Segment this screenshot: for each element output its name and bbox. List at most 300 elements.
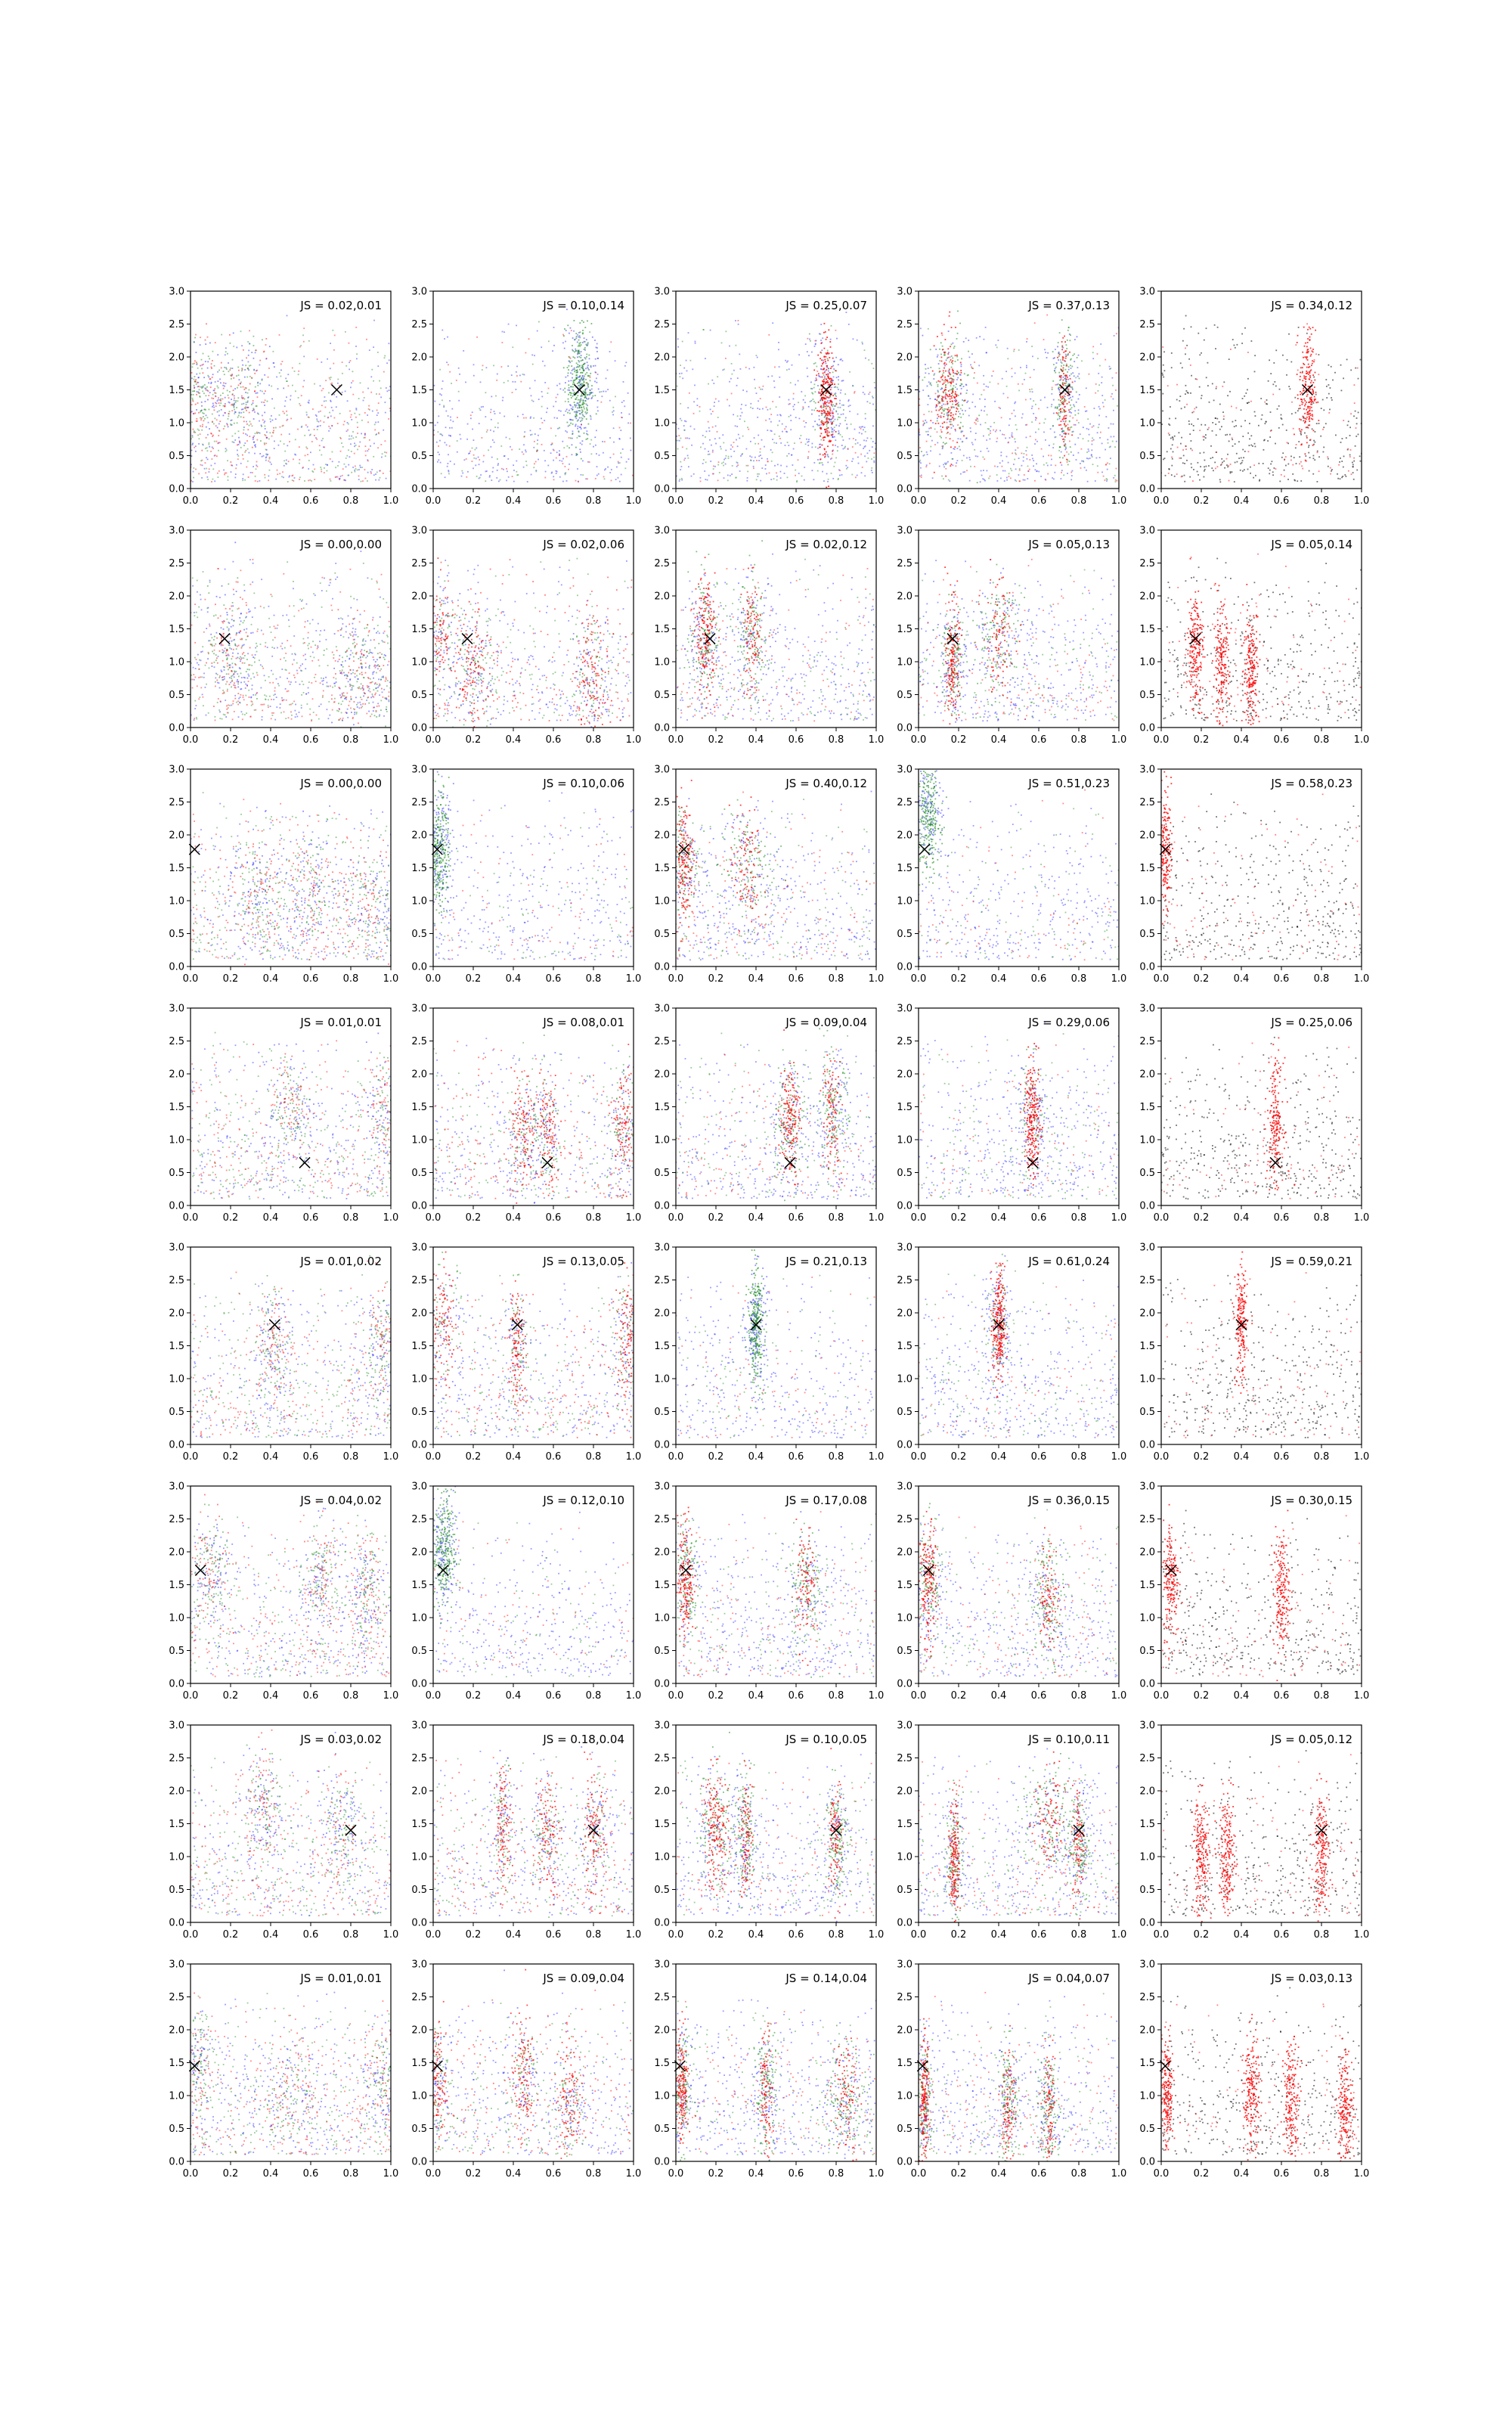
data-point — [585, 358, 587, 360]
data-point — [1055, 349, 1056, 350]
data-point — [981, 410, 982, 411]
data-point — [1098, 406, 1100, 408]
data-point — [1282, 424, 1284, 426]
data-point — [960, 379, 962, 380]
data-point — [587, 394, 588, 396]
data-point — [217, 386, 218, 387]
data-point — [489, 476, 491, 478]
data-point — [218, 470, 220, 472]
data-point — [253, 410, 255, 411]
data-point — [1060, 359, 1061, 361]
data-point — [201, 430, 203, 431]
data-point — [1069, 375, 1070, 377]
data-point — [264, 420, 265, 422]
data-point — [476, 448, 477, 449]
data-point — [511, 374, 513, 376]
data-point — [1331, 397, 1332, 399]
data-point — [1063, 373, 1064, 374]
data-point — [782, 431, 783, 433]
data-point — [776, 442, 777, 444]
data-point — [1284, 476, 1285, 477]
data-point — [290, 418, 292, 420]
data-point — [1346, 359, 1348, 361]
data-point — [569, 389, 570, 391]
data-point — [727, 399, 728, 401]
data-point — [944, 408, 946, 410]
data-point — [762, 389, 764, 390]
data-point — [681, 479, 683, 481]
data-point — [496, 380, 497, 381]
data-point — [868, 359, 869, 361]
data-point — [715, 443, 717, 445]
data-point — [603, 476, 605, 478]
data-point — [1227, 454, 1228, 455]
data-point — [944, 365, 946, 367]
data-point — [480, 381, 482, 383]
y-tick-label: 2.0 — [654, 352, 670, 364]
data-point — [607, 370, 609, 371]
data-point — [955, 418, 956, 420]
data-point — [591, 389, 593, 390]
data-point — [1060, 397, 1061, 399]
data-point — [255, 446, 256, 448]
data-point — [1061, 436, 1063, 437]
data-point — [442, 399, 443, 401]
data-point — [1318, 423, 1320, 424]
data-point — [1323, 427, 1325, 428]
data-point — [960, 417, 962, 418]
data-point — [1284, 459, 1285, 461]
y-tick-label: 0.0 — [897, 484, 912, 495]
data-point — [1098, 390, 1099, 392]
data-point — [793, 399, 795, 400]
data-point — [770, 430, 772, 432]
data-point — [958, 411, 959, 412]
data-point — [981, 394, 982, 396]
data-point — [200, 464, 202, 466]
data-point — [1002, 434, 1003, 436]
data-point — [825, 331, 826, 333]
data-point — [1347, 424, 1349, 426]
data-point — [557, 428, 559, 430]
data-point — [951, 367, 953, 368]
data-point — [525, 449, 526, 451]
data-point — [386, 387, 387, 389]
data-point — [212, 421, 213, 423]
data-point — [1058, 372, 1060, 374]
data-point — [612, 414, 614, 416]
data-point — [439, 393, 441, 395]
data-point — [1356, 436, 1357, 437]
data-point — [354, 445, 355, 447]
data-point — [1216, 451, 1217, 453]
data-point — [872, 446, 873, 448]
data-point — [933, 378, 934, 380]
data-point — [1267, 440, 1269, 442]
data-point — [990, 382, 991, 383]
data-point — [1022, 414, 1024, 415]
data-point — [200, 417, 201, 419]
data-point — [310, 451, 311, 453]
data-point — [957, 424, 959, 426]
data-point — [745, 405, 747, 406]
data-point — [439, 440, 441, 442]
data-point — [1263, 449, 1265, 451]
data-point — [947, 418, 949, 420]
data-point — [1344, 474, 1346, 476]
data-point — [560, 411, 562, 412]
data-point — [217, 354, 218, 355]
data-point — [930, 398, 931, 399]
data-point — [321, 469, 322, 470]
data-point — [1045, 352, 1046, 353]
y-tick-label: 1.5 — [897, 385, 912, 396]
data-point — [765, 420, 767, 421]
data-point — [839, 400, 841, 402]
data-point — [265, 399, 266, 401]
data-point — [1350, 413, 1352, 414]
data-point — [693, 473, 695, 475]
data-point — [1029, 469, 1030, 470]
data-point — [340, 476, 342, 477]
data-point — [815, 408, 816, 409]
data-point — [327, 464, 328, 466]
data-point — [1070, 411, 1071, 413]
data-point — [205, 388, 206, 389]
data-point — [681, 478, 683, 479]
data-point — [358, 445, 360, 447]
data-point — [942, 383, 943, 385]
data-point — [820, 352, 822, 353]
data-point — [1048, 455, 1049, 456]
data-point — [1011, 470, 1012, 471]
data-point — [473, 375, 475, 377]
data-point — [265, 477, 266, 479]
data-point — [710, 330, 711, 331]
data-point — [943, 410, 945, 411]
data-point — [831, 412, 832, 414]
data-point — [193, 477, 194, 479]
data-point — [826, 487, 827, 489]
data-point — [1056, 362, 1058, 364]
data-point — [730, 475, 731, 476]
data-point — [243, 411, 244, 413]
data-point — [245, 392, 246, 393]
data-point — [1070, 479, 1072, 480]
data-point — [230, 368, 231, 369]
data-point — [1204, 466, 1205, 467]
data-point — [1172, 444, 1173, 445]
data-point — [865, 445, 866, 447]
data-point — [1266, 421, 1267, 423]
data-point — [803, 420, 804, 422]
data-point — [584, 408, 585, 410]
data-point — [990, 430, 991, 432]
data-point — [1036, 470, 1038, 472]
data-point — [1318, 470, 1320, 472]
data-point — [570, 358, 572, 359]
data-point — [252, 410, 253, 411]
data-point — [1228, 358, 1230, 360]
data-point — [929, 463, 931, 464]
data-point — [1012, 453, 1013, 455]
data-point — [233, 346, 234, 347]
data-point — [598, 389, 600, 390]
data-point — [1275, 349, 1277, 351]
data-point — [811, 414, 813, 415]
data-point — [779, 377, 780, 378]
data-point — [931, 411, 932, 413]
data-point — [285, 378, 287, 380]
data-point — [1064, 336, 1065, 337]
data-point — [965, 384, 967, 386]
data-point — [1318, 354, 1320, 355]
data-point — [1182, 340, 1184, 342]
data-point — [506, 480, 507, 482]
data-point — [822, 464, 823, 466]
data-point — [525, 352, 527, 354]
data-point — [705, 358, 706, 359]
data-point — [820, 406, 822, 408]
data-point — [610, 341, 612, 343]
data-point — [453, 420, 454, 422]
data-point — [1213, 470, 1214, 471]
data-point — [827, 454, 829, 455]
data-point — [1162, 374, 1163, 376]
data-point — [587, 345, 588, 346]
data-point — [550, 427, 552, 429]
data-point — [1269, 470, 1271, 471]
data-point — [333, 363, 334, 365]
data-point — [1254, 443, 1256, 445]
data-point — [499, 412, 500, 414]
data-point — [981, 470, 982, 472]
data-point — [198, 412, 200, 414]
data-point — [220, 382, 222, 383]
data-point — [1174, 476, 1176, 477]
data-point — [801, 442, 802, 443]
data-point — [798, 402, 799, 403]
data-point — [827, 481, 829, 482]
data-point — [1309, 470, 1310, 472]
data-point — [695, 341, 696, 343]
data-point — [268, 368, 270, 369]
data-point — [950, 359, 952, 361]
data-point — [530, 430, 531, 431]
data-point — [330, 479, 331, 480]
data-point — [197, 391, 198, 392]
data-point — [342, 392, 343, 393]
data-point — [778, 342, 779, 343]
data-point — [765, 464, 767, 466]
data-point — [761, 467, 763, 469]
data-point — [730, 448, 732, 450]
data-point — [937, 442, 938, 444]
data-point — [1342, 476, 1343, 477]
data-point — [830, 410, 832, 411]
data-point — [341, 442, 342, 444]
data-point — [836, 377, 838, 378]
data-point — [576, 362, 578, 364]
data-point — [1115, 389, 1117, 391]
data-point — [937, 396, 939, 398]
data-point — [1060, 424, 1061, 426]
data-point — [831, 378, 832, 380]
data-point — [586, 408, 587, 409]
data-point — [821, 439, 823, 441]
data-point — [370, 445, 371, 447]
data-point — [968, 415, 970, 417]
data-point — [244, 389, 246, 390]
data-point — [309, 479, 311, 481]
data-point — [1348, 470, 1349, 472]
data-point — [581, 344, 582, 346]
data-point — [807, 368, 808, 369]
data-point — [578, 436, 580, 437]
data-point — [572, 454, 573, 455]
data-point — [507, 380, 509, 382]
data-point — [1184, 407, 1185, 408]
data-point — [1064, 351, 1066, 352]
data-point — [1055, 436, 1057, 438]
data-point — [324, 472, 325, 473]
data-point — [584, 390, 586, 392]
data-point — [607, 467, 609, 468]
data-point — [815, 344, 816, 346]
data-point — [711, 413, 712, 414]
data-point — [945, 468, 947, 470]
data-point — [570, 423, 572, 424]
data-point — [205, 448, 206, 449]
data-point — [950, 346, 951, 347]
data-point — [1290, 361, 1292, 363]
data-point — [831, 404, 832, 405]
data-point — [1174, 436, 1176, 437]
data-point — [826, 374, 827, 376]
js-annotation: JS = 0.10,0.14 — [542, 299, 624, 312]
data-point — [243, 397, 244, 399]
data-point — [365, 478, 367, 479]
data-point — [772, 322, 773, 324]
data-point — [1188, 424, 1190, 425]
data-point — [306, 411, 308, 413]
data-point — [383, 430, 384, 431]
data-point — [1091, 455, 1092, 457]
data-point — [1079, 394, 1080, 396]
data-point — [815, 362, 816, 364]
data-point — [1207, 429, 1209, 430]
data-point — [570, 395, 572, 396]
data-point — [803, 399, 804, 401]
data-point — [448, 470, 449, 471]
data-point — [930, 420, 931, 421]
y-tick-label: 0.0 — [654, 484, 670, 495]
data-point — [208, 382, 209, 383]
data-point — [308, 468, 309, 470]
data-point — [574, 371, 575, 372]
data-point — [500, 479, 501, 481]
data-point — [962, 426, 964, 427]
data-point — [857, 457, 859, 458]
data-point — [236, 464, 237, 466]
data-point — [1067, 464, 1069, 466]
data-point — [589, 331, 590, 333]
data-point — [352, 371, 354, 372]
data-point — [253, 369, 255, 371]
data-point — [814, 383, 816, 385]
data-point — [438, 451, 439, 453]
data-point — [221, 409, 222, 411]
data-point — [1052, 387, 1053, 389]
data-point — [937, 380, 939, 382]
data-point — [872, 404, 874, 405]
data-point — [1035, 432, 1036, 433]
data-point — [1074, 353, 1075, 355]
data-point — [1039, 423, 1040, 424]
data-point — [829, 418, 830, 420]
data-point — [1055, 368, 1056, 370]
data-point — [451, 427, 453, 429]
data-point — [1162, 411, 1163, 412]
data-point — [588, 355, 590, 356]
data-point — [955, 397, 956, 399]
data-point — [854, 429, 856, 430]
data-point — [1173, 437, 1174, 439]
data-point — [319, 445, 321, 446]
data-point — [819, 334, 820, 335]
data-point — [572, 424, 574, 425]
data-point — [810, 388, 812, 389]
data-point — [1287, 359, 1288, 361]
data-point — [1293, 428, 1294, 430]
data-point — [790, 382, 792, 383]
data-point — [249, 365, 250, 367]
data-point — [975, 433, 977, 434]
data-point — [194, 432, 196, 433]
data-point — [1355, 368, 1356, 369]
data-point — [584, 403, 585, 405]
data-point — [756, 355, 758, 356]
data-point — [231, 424, 232, 426]
data-point — [1031, 455, 1033, 456]
data-point — [448, 364, 449, 365]
data-point — [583, 364, 584, 365]
data-point — [935, 349, 937, 350]
data-point — [738, 320, 739, 321]
data-point — [998, 383, 999, 385]
data-point — [849, 411, 850, 412]
data-point — [373, 456, 374, 458]
data-point — [565, 411, 566, 412]
data-point — [955, 361, 956, 362]
data-point — [264, 412, 265, 414]
data-point — [236, 407, 237, 408]
data-point — [790, 429, 792, 430]
data-point — [1096, 458, 1098, 459]
data-point — [832, 454, 833, 455]
data-point — [945, 476, 947, 477]
data-point — [373, 346, 374, 348]
data-point — [287, 481, 289, 482]
data-point — [934, 399, 936, 400]
data-point — [205, 472, 206, 473]
data-point — [257, 481, 259, 482]
data-point — [261, 426, 262, 427]
data-point — [1203, 439, 1204, 441]
data-point — [243, 427, 245, 428]
data-point — [249, 436, 250, 437]
data-point — [191, 377, 193, 379]
